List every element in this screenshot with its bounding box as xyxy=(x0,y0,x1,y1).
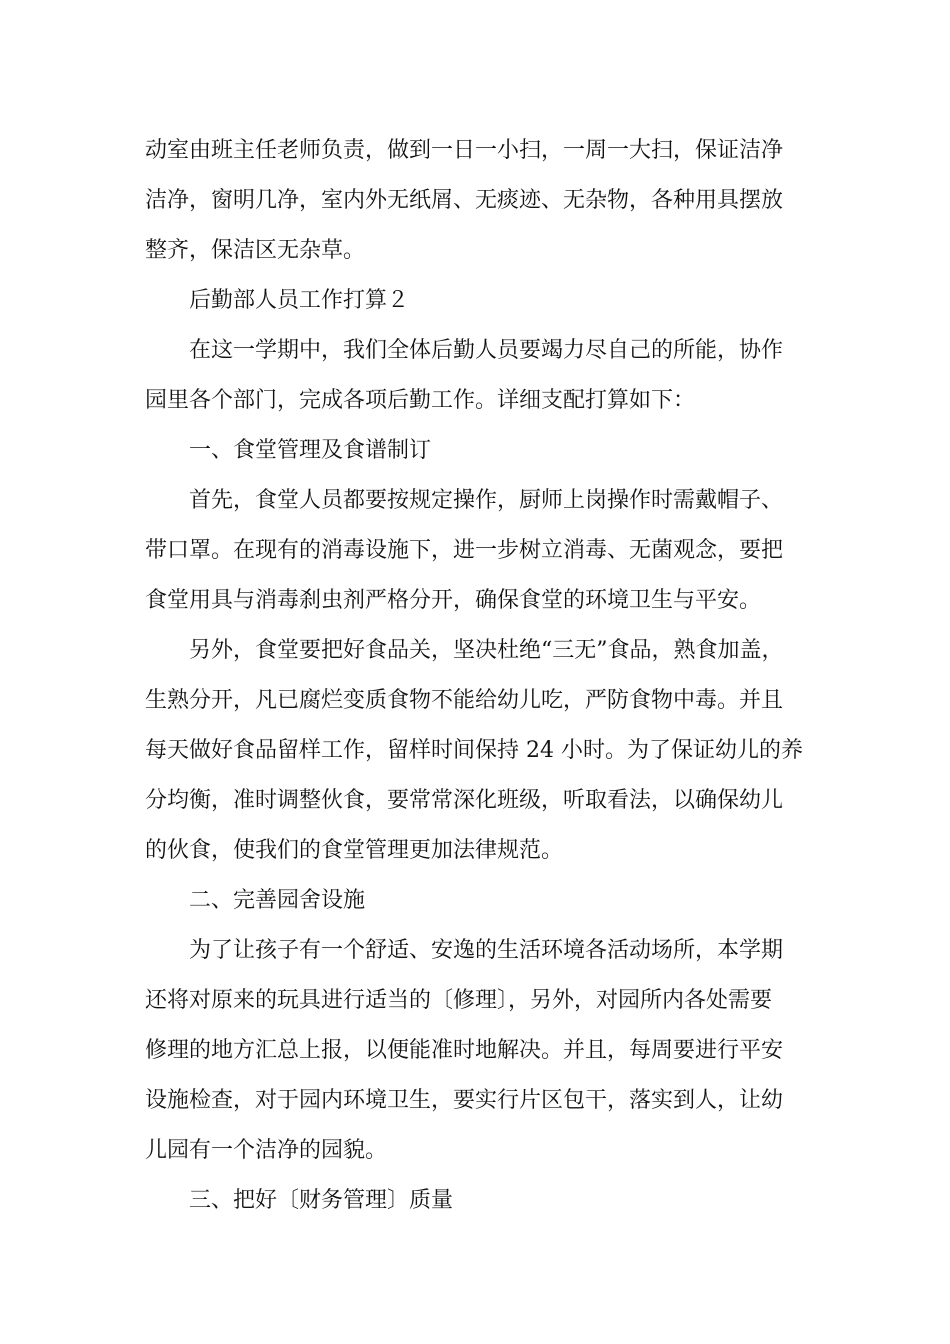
paragraph-line: 还将对原来的玩具进行适当的〔修理〕，另外，对园所内各处需要 xyxy=(145,988,773,1013)
paragraph-line: 园里各个部门，完成各项后勤工作。详细支配打算如下： xyxy=(145,388,696,413)
paragraph-line: 另外，食堂要把好食品关，坚决杜绝“三无”食品，熟食加盖， xyxy=(189,638,784,663)
paragraph-line: 首先，食堂人员都要按规定操作，厨师上岗操作时需戴帽子、 xyxy=(189,488,784,513)
paragraph-line: 设施检查，对于园内环境卫生，要实行片区包干，落实到人，让幼 xyxy=(145,1088,784,1113)
paragraph-line: 修理的地方汇总上报，以便能准时地解决。并且，每周要进行平安 xyxy=(145,1038,784,1063)
section-heading: 一、食堂管理及食谱制订 xyxy=(189,438,432,463)
section-title: 后勤部人员工作打算２ xyxy=(189,288,410,313)
paragraph-line: 洁净，窗明几净，室内外无纸屑、无痰迹、无杂物，各种用具摆放 xyxy=(145,188,784,213)
paragraph-line: 在这一学期中，我们全体后勤人员要竭力尽自己的所能，协作 xyxy=(189,338,784,363)
section-heading: 二、完善园舍设施 xyxy=(189,888,366,913)
document-body xyxy=(145,126,825,1226)
paragraph-line: 的伙食，使我们的食堂管理更加法律规范。 xyxy=(145,838,564,863)
paragraph-line: 每天做好食品留样工作，留样时间保持 24 小时。为了保证幼儿的养 xyxy=(145,738,803,763)
paragraph-line: 生熟分开，凡已腐烂变质食物不能给幼儿吃，严防食物中毒。并且 xyxy=(145,688,784,713)
paragraph-line: 分均衡，准时调整伙食，要常常深化班级，听取看法，以确保幼儿 xyxy=(145,788,784,813)
section-heading: 三、把好〔财务管理〕质量 xyxy=(189,1188,454,1213)
paragraph-line: 带口罩。在现有的消毒设施下，进一步树立消毒、无菌观念，要把 xyxy=(145,538,784,563)
paragraph-line: 为了让孩子有一个舒适、安逸的生活环境各活动场所，本学期 xyxy=(189,938,784,963)
paragraph-line: 整齐，保洁区无杂草。 xyxy=(145,238,366,263)
paragraph-line: 动室由班主任老师负责，做到一日一小扫，一周一大扫，保证洁净 xyxy=(145,138,784,163)
paragraph-line: 儿园有一个洁净的园貌。 xyxy=(145,1138,388,1163)
paragraph-line: 食堂用具与消毒刹虫剂严格分开，确保食堂的环境卫生与平安。 xyxy=(145,588,762,613)
